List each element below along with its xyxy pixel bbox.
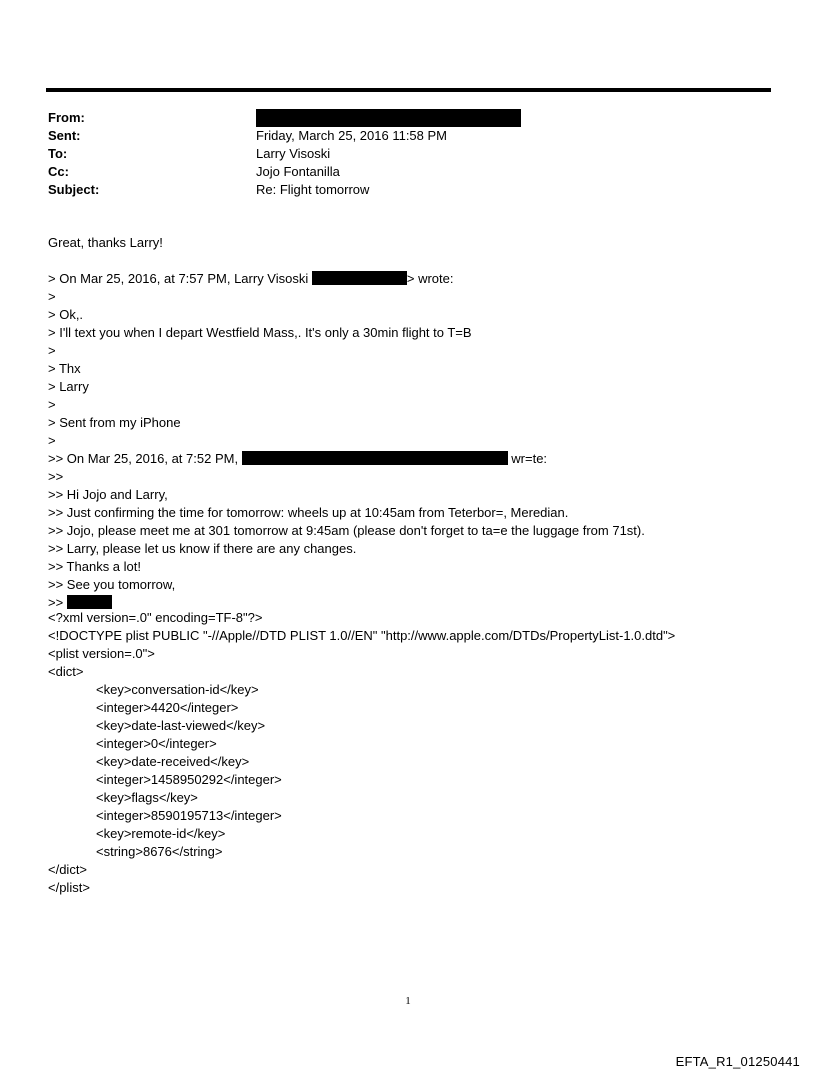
quote-line: >> On Mar 25, 2016, at 7:52 PM, wr=te:	[48, 451, 548, 466]
quote-line: >	[48, 343, 56, 358]
to-value: Larry Visoski	[256, 146, 331, 161]
xml-line: <integer>4420</integer>	[96, 700, 239, 715]
xml-line: <integer>0</integer>	[96, 736, 217, 751]
xml-line: <string>8676</string>	[96, 844, 223, 859]
sender-redaction	[242, 451, 508, 465]
quote-line: >	[48, 289, 56, 304]
xml-line: <plist version=.0">	[48, 646, 155, 661]
xml-line: <dict>	[48, 664, 84, 679]
bates-number: EFTA_R1_01250441	[675, 1054, 800, 1069]
greeting-line: Great, thanks Larry!	[48, 235, 163, 250]
xml-line: <key>remote-id</key>	[96, 826, 226, 841]
cc-value: Jojo Fontanilla	[256, 164, 340, 179]
from-redaction	[256, 109, 521, 127]
header-rule	[46, 88, 771, 92]
xml-line: <key>conversation-id</key>	[96, 682, 259, 697]
quote-line: > I'll text you when I depart Westfield Mass,. It's only a 30min flight to T=B	[48, 325, 472, 340]
xml-line: <key>date-received</key>	[96, 754, 250, 769]
email-redaction	[312, 271, 407, 285]
page-number: 1	[405, 995, 411, 1007]
quote-line: > Sent from my iPhone	[48, 415, 181, 430]
subject-value: Re: Flight tomorrow	[256, 182, 370, 197]
signature-redaction	[67, 595, 112, 609]
quote-line: > Thx	[48, 361, 81, 376]
xml-line: <integer>8590195713</integer>	[96, 808, 282, 823]
quote-line: >> Just confirming the time for tomorrow: wheels up at 10:45am from Teterbor=, Meredian.	[48, 505, 569, 520]
quote-line: >> See you tomorrow,	[48, 577, 176, 592]
sent-value: Friday, March 25, 2016 11:58 PM	[256, 128, 448, 143]
xml-line: <!DOCTYPE plist PUBLIC "-//Apple//DTD PLIST 1.0//EN" "http://www.apple.com/DTDs/PropertyList-1.0.dtd">	[48, 628, 676, 643]
xml-plist	[48, 609, 788, 897]
quote-line: >>	[48, 594, 788, 612]
xml-line: <key>date-last-viewed</key>	[96, 718, 266, 733]
xml-line: <key>flags</key>	[96, 790, 198, 805]
quote-line: >> Hi Jojo and Larry,	[48, 487, 168, 502]
quote-line: >>	[48, 469, 64, 484]
xml-line: <integer>1458950292</integer>	[96, 772, 282, 787]
quote-line: >> Jojo, please meet me at 301 tomorrow at 9:45am (please don't forget to ta=e the luggage from 71st).	[48, 523, 645, 538]
quote-line: >	[48, 433, 56, 448]
quote-line: >> Larry, please let us know if there are any changes.	[48, 541, 357, 556]
quote-line: >> Thanks a lot!	[48, 559, 141, 574]
sent-label: Sent:	[48, 128, 81, 143]
subject-label: Subject:	[48, 182, 100, 197]
quote-line: > Ok,.	[48, 307, 84, 322]
from-label: From:	[48, 110, 85, 125]
xml-line: </dict>	[48, 862, 88, 877]
quote-line: > Larry	[48, 379, 89, 394]
quote-line: > On Mar 25, 2016, at 7:57 PM, Larry Visoski > wrote:	[48, 271, 454, 286]
xml-line: <?xml version=.0" encoding=TF-8"?>	[48, 610, 263, 625]
xml-line: </plist>	[48, 880, 90, 895]
cc-label: Cc:	[48, 164, 69, 179]
to-label: To:	[48, 146, 68, 161]
message-body	[48, 234, 788, 612]
quote-line: >	[48, 397, 56, 412]
